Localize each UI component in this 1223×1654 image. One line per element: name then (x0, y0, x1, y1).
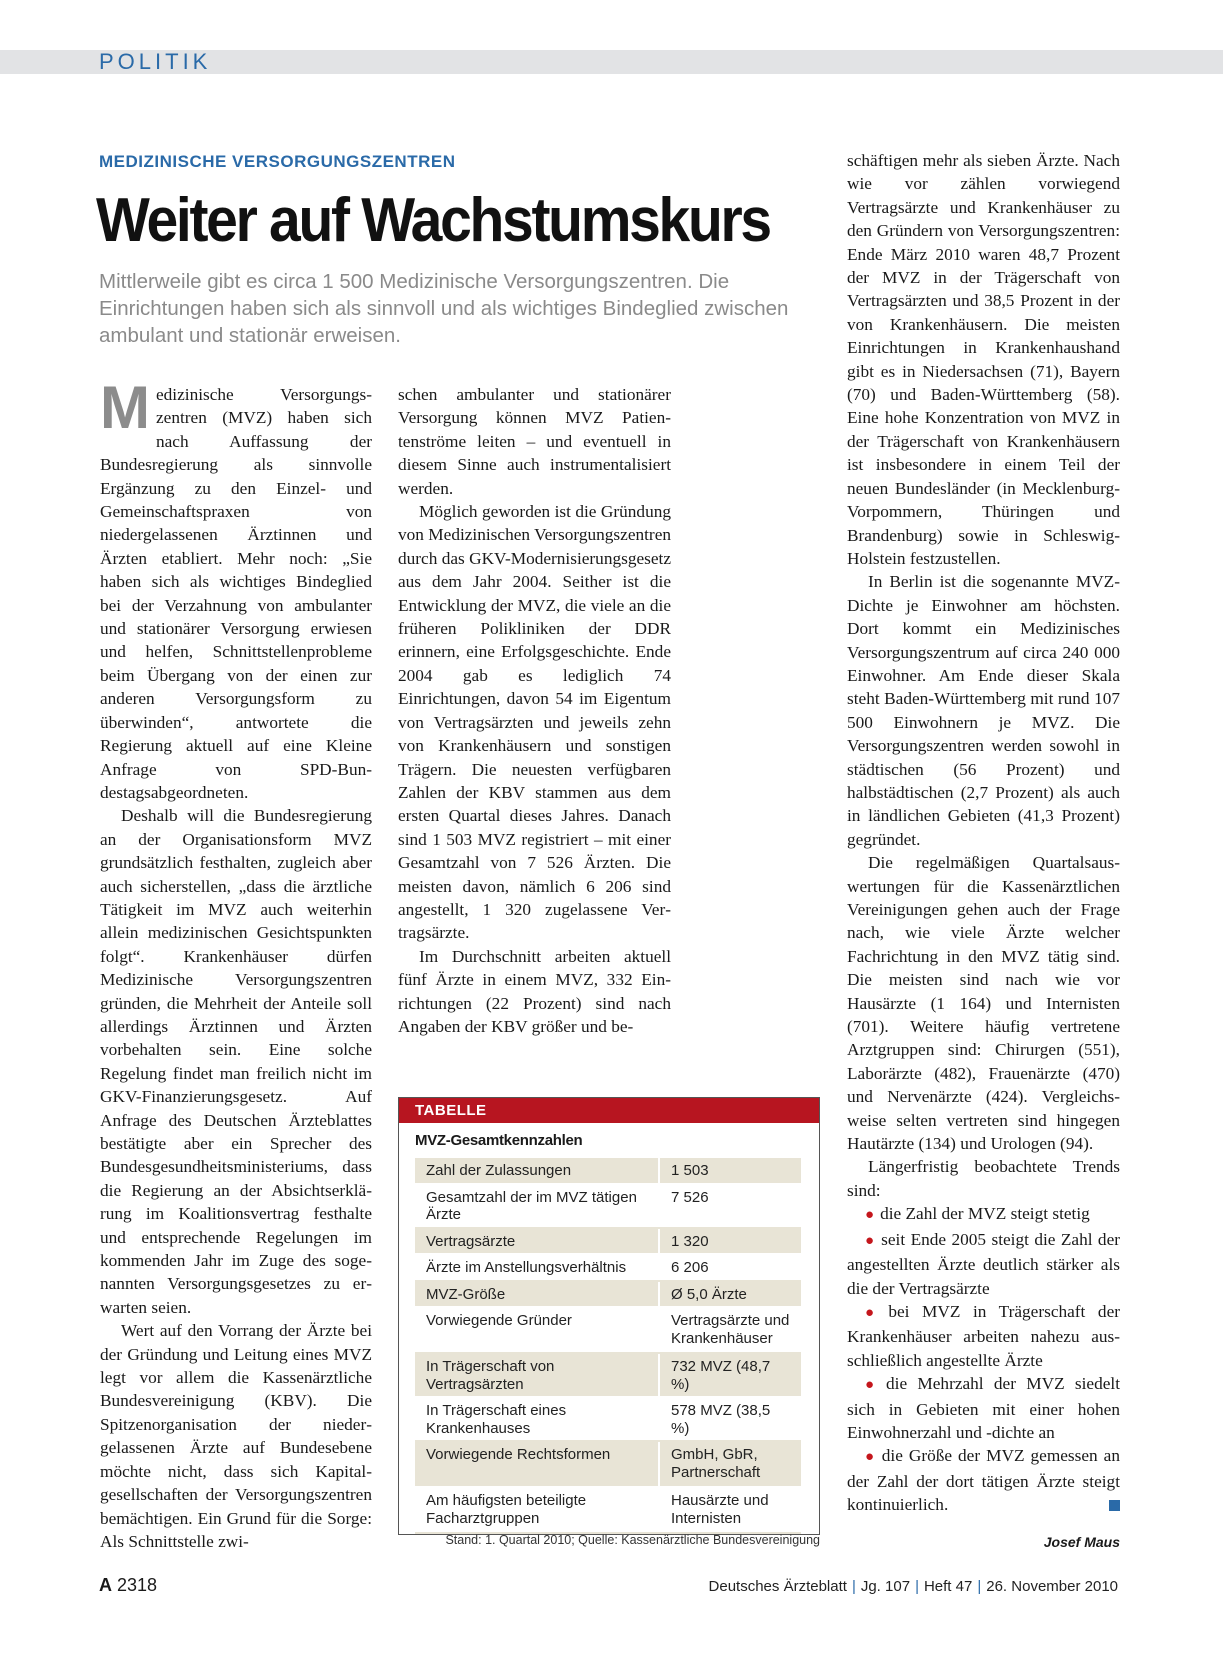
paragraph: Die regelmäßigen Quartalsauswertungen für die Kassenärztlichen Vereinigungen gehen auch der Frage nach, wie viele Ärzte welcher Fachrichtung in den MVZ tätig sind. Die meisten sind nach wie vor Hausärzte (1 164) und Internisten (701). Weitere häufig vertretene Arztgruppen sind: Chirurgen (551), Laborärzte (482), Frauenärzte (470) und Nervenärzte (424). Vergleichsweise selten vertreten sind hingegen Hautärzte (134) und Urologen (94). (847, 853, 1120, 1154)
trend-item: ● bei MVZ in Trägerschaft der Krankenhäuser arbeiten nahezu ausschließlich angestellte Ärzte (847, 1301, 1120, 1370)
table-value: Hausärzte und Internisten (659, 1487, 801, 1533)
bullet-icon: ● (865, 1304, 883, 1321)
paragraph (100, 374, 372, 804)
table-key: Zahl der Zulassungen (415, 1158, 659, 1184)
table-key: Am häufigsten beteiligte Facharztgruppen (415, 1487, 659, 1533)
table-value: 7 526 (659, 1184, 801, 1228)
paragraph: In Berlin ist die sogenannte MVZ-Dichte je Einwohner am höchsten. Dort kommt ein Medizinisches Versorgungszentrum auf circa 240 000 Einwohner. Am Ende dieser Skala steht Baden-Württemberg mit rund 107 500 Einwohnern je MVZ. Die Versorgungszentren werden sowohl in städtischen (56 Prozent) und halbstädtischen (2,7 Prozent) als auch in ländlichen Gebieten (41,3 Prozent) gegründet. (847, 572, 1120, 849)
table-key: In Trägerschaft eines Krankenhauses (415, 1397, 659, 1441)
bullet-icon: ● (865, 1207, 875, 1224)
journal-date: 26. November 2010 (986, 1578, 1118, 1595)
table-source: Stand: 1. Quartal 2010; Quelle: Kassenärztliche Bundesvereinigung (445, 1533, 820, 1547)
paragraph: Im Durchschnitt arbeiten aktuell fünf Ärzte in einem MVZ, 332 Einrichtungen (22 Prozent) sind nach Angaben der KBV größer und be- (398, 946, 671, 1036)
table-key: Vorwiegende Rechtsformen (415, 1441, 659, 1487)
page-number: A 2318 (99, 1575, 158, 1595)
table-header: TABELLE (399, 1098, 819, 1123)
paragraph: Deshalb will die Bundesregierung an der Organisationsform MVZ grundsätzlich festhalten, zugleich aber auch sicherstellen, „dass die ärztliche Tätigkeit im MVZ auch weiterhin allein medizinischen Gesichtspunkten folgt“. Krankenhäuser dürfen Medizinische Versorgungszentren gründen, die Mehrheit der Anteile soll allerdings Ärztinnen und Ärzten vorbehalten sein. Eine solche Regelung findet man freilich nicht im GKV-Finanzierungsgesetz. Auf Anfrage des Deutschen Ärzteblattes bestätigte aber ein Sprecher des Bundesgesundheitsministeriums, dass die Regierung an der Absichtserklärung im Koalitionsvertrag festhalte und entsprechende Regelungen im kommenden Jahr im Zuge des sogenannten Versorgungsgesetzes zu erwarten seien. (100, 806, 372, 1317)
journal-volume: Jg. 107 (860, 1578, 911, 1595)
trend-item: ● die Mehrzahl der MVZ siedelt sich in Gebieten mit einer hohen Einwohnerzahl und -dichte an (847, 1374, 1121, 1442)
section-label: POLITIK (99, 49, 212, 74)
table-key: In Trägerschaft von Vertragsärzten (415, 1353, 659, 1397)
trend-item: ● die Größe der MVZ gemessen an der Zahl der dort tätigen Ärzte steigt kontinuierlich. (847, 1446, 1120, 1515)
table-row (415, 1281, 801, 1308)
table-value: 6 206 (659, 1254, 801, 1281)
table-value: 732 MVZ (48,7 %) (659, 1353, 801, 1397)
kennzahlen-table (415, 1158, 801, 1534)
article-author: Josef Maus (1043, 1534, 1120, 1550)
trend-item: ● die Zahl der MVZ steigt stetig (865, 1204, 1090, 1224)
table-row (415, 1184, 801, 1228)
paragraph: Längerfristig beobachtete Trends sind: (847, 1157, 1120, 1200)
paragraph: schäftigen mehr als sieben Ärzte. Nach wie vor zählen vorwiegend Vertragsärzte und Krankenhäuser zu den Gründern von Versorgungszentren: Ende März 2010 waren 48,7 Prozent der MVZ in der Trägerschaft von Vertragsärzten und 38,5 Prozent in der von Krankenhäusern. Die meisten Einrichtungen in Krankenhaushand gibt es in Niedersachsen (71), Bayern (70) und Baden-Württemberg (58). Eine hohe Konzentration von MVZ in der Trägerschaft von Krankenhäusern ist insbesondere in einem Teil der neuen Bundesländer (in Mecklenburg-Vorpommern, Thüringen und Brandenburg) sowie in Schleswig-Holstein festzustellen. (847, 151, 1120, 568)
table-value: Ø 5,0 Ärzte (659, 1281, 801, 1308)
journal-footer: Deutsches Ärzteblatt | Jg. 107 | Heft 47 | 26. November 2010 (708, 1578, 1118, 1595)
table-row (415, 1158, 801, 1184)
journal-issue: Heft 47 (923, 1578, 973, 1595)
table-value: 1 503 (659, 1158, 801, 1184)
article-kicker: MEDIZINISCHE VERSORGUNGSZENTREN (99, 152, 456, 171)
table-key: MVZ-Größe (415, 1281, 659, 1308)
table-row (415, 1353, 801, 1397)
table-value: GmbH, GbR, Partnerschaft (659, 1441, 801, 1487)
column-1 (100, 374, 372, 1553)
paragraph: Wert auf den Vorrang der Ärzte bei der Gründung und Leitung eines MVZ legt vor allem die Kassenärztliche Bundesvereinigung (KBV). Die Spitzenorganisation der niedergelassenen Ärzte auf Bundesebene möchte nicht, dass sich Kapitalgesellschaften der Versorgungszentren bemächtigen. Ein Grund für die Sorge: Als Schnittstelle zwi- (100, 1321, 372, 1551)
data-table-box (398, 1097, 820, 1535)
table-value: Vertragsärzte und Krankenhäuser (659, 1307, 801, 1353)
bullet-icon: ● (865, 1232, 876, 1249)
paragraph: Möglich geworden ist die Gründung von Medizinischen Versorgungszentren durch das GKV-Modernisierungsgesetz aus dem Jahr 2004. Seither ist die Entwicklung der MVZ, die viele an die früheren Polikliniken der DDR erinnern, eine Erfolgsgeschichte. Ende 2004 gab es lediglich 74 Einrichtungen, davon 54 im Eigentum von Vertragsärzten und jeweils zehn von Krankenhäusern und sonstigen Trägern. Die neuesten verfügbaren Zahlen der KBV stammen aus dem ersten Quartal dieses Jahres. Danach sind 1 503 MVZ registriert – mit einer Gesamtzahl von 7 526 Ärzten. Die meisten davon, nämlich 6 206 sind angestellt, 1 320 zugelassene Vertragsärzte. (398, 502, 671, 943)
table-key: Vorwiegende Gründer (415, 1307, 659, 1353)
table-key: Ärzte im Anstellungsverhältnis (415, 1254, 659, 1281)
table-row (415, 1487, 801, 1533)
table-title: MVZ-Gesamtkennzahlen (415, 1132, 583, 1149)
paragraph-text: edizinische Versorgungszentren (MVZ) haben sich nach Auffassung der Bundesregierung als sinnvolle Ergänzung zu den Einzel- und Gemeinschaftspraxen von niedergelassenen Ärztinnen und Ärzten etabliert. Mehr noch: „Sie haben sich als wichtiges Bindeglied bei der Verzahnung von ambulanter und stationärer Versorgung erwiesen und helfen, Schnittstellenprobleme beim Übergang von der einen zur anderen Versorgungsform zu überwinden“, antwortete die Regierung aktuell auf eine Kleine Anfrage von SPD-Bundestagsabgeordneten. (100, 385, 372, 802)
article-headline: Weiter auf Wachstumskurs (96, 186, 770, 255)
end-mark-icon (1109, 1500, 1120, 1511)
column-2 (398, 383, 671, 1038)
drop-cap: M (100, 374, 150, 441)
trend-item: ● seit Ende 2005 steigt die Zahl der angestellten Ärzte deutlich stärker als die der Vertragsärzte (847, 1229, 1120, 1298)
table-key: Gesamtzahl der im MVZ tätigen Ärzte (415, 1184, 659, 1228)
table-row (415, 1397, 801, 1441)
table-value: 1 320 (659, 1228, 801, 1255)
article-lead: Mittlerweile gibt es circa 1 500 Medizinische Versorgungszentren. Die Einrichtungen haben sich als sinnvoll und als wichtiges Bindeglied zwischen ambulant und stationär erweisen. (99, 270, 789, 347)
table-row (415, 1254, 801, 1281)
table-row (415, 1228, 801, 1255)
table-row (415, 1441, 801, 1487)
bullet-icon: ● (865, 1449, 876, 1466)
paragraph: schen ambulanter und stationärer Versorgung können MVZ Patientenströme leiten – und eventuell in diesem Sinne auch instrumentalisiert werden. (398, 385, 671, 498)
journal-name: Deutsches Ärzteblatt (708, 1578, 847, 1595)
column-3 (847, 149, 1120, 1517)
table-value: 578 MVZ (38,5 %) (659, 1397, 801, 1441)
table-key: Vertragsärzte (415, 1228, 659, 1255)
bullet-icon: ● (865, 1377, 881, 1394)
table-row (415, 1307, 801, 1353)
